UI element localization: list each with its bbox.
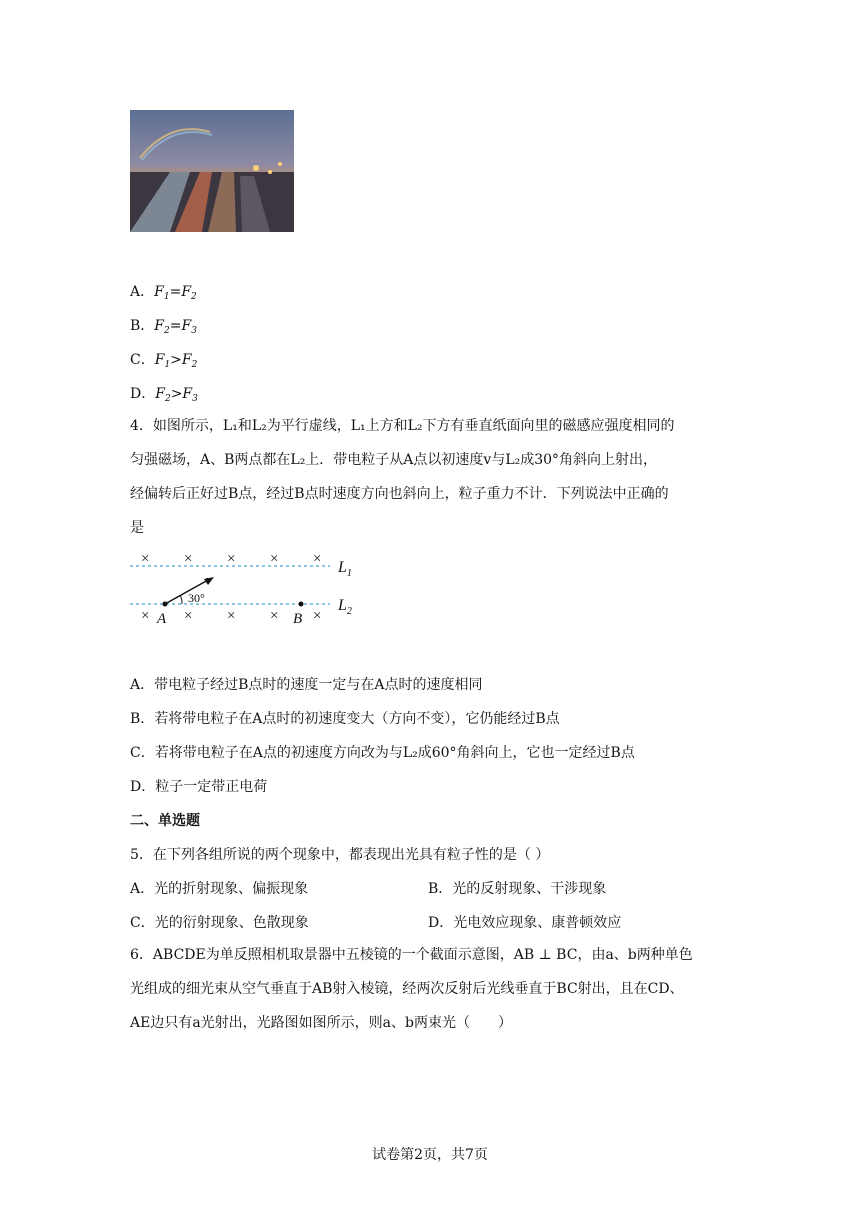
svg-text:×: × <box>141 551 150 567</box>
svg-text:×: × <box>313 551 322 567</box>
q6-stem-line: 光组成的细光束从空气垂直于AB射入棱镜，经两次反射后光线垂直于BC射出，且在CD、 <box>130 981 684 997</box>
point-b <box>299 602 304 607</box>
q5-option-b: B．光的反射现象、干涉现象 <box>428 881 607 897</box>
q5-option-d: D．光电效应现象、康普顿效应 <box>428 915 622 931</box>
q5-option-a: A．光的折射现象、偏振现象 <box>130 881 309 897</box>
svg-text:v: v <box>206 572 212 587</box>
svg-text:×: × <box>313 608 322 624</box>
svg-text:×: × <box>270 551 279 567</box>
q4-option-b: B．若将带电粒子在A点时的初速度变大（方向不变），它仍能经过B点 <box>130 711 560 727</box>
q3-option-c: C．$F_1>F_2$ <box>130 352 198 370</box>
q4-magnetic-field-figure <box>130 546 370 630</box>
svg-text:×: × <box>184 608 193 624</box>
svg-text:×: × <box>227 551 236 567</box>
svg-text:×: × <box>270 608 279 624</box>
svg-text:30°: 30° <box>188 591 205 605</box>
q4-stem <box>130 409 730 545</box>
section-heading: 二、单选题 <box>130 813 200 829</box>
q3-option-b: B．$F_2=F_3$ <box>130 318 197 336</box>
q6-stem-line: 6．ABCDE为单反照相机取景器中五棱镜的一个截面示意图，AB ⊥ BC，由a、b两种单色 <box>130 947 693 963</box>
q4-stem-line: 匀强磁场，A、B两点都在L₂上．带电粒子从A点以初速度v与L₂成30°角斜向上射出， <box>130 452 658 468</box>
q6-stem-line: AE边只有a光射出，光路图如图所示，则a、b两束光（ ） <box>130 1015 512 1031</box>
svg-text:L1: $L_1$ <box>338 559 352 579</box>
svg-text:×: × <box>227 608 236 624</box>
point-a <box>163 602 168 607</box>
q4-stem-line: 是 <box>130 520 144 536</box>
q3-option-a: A．$F_1=F_2$ <box>130 284 197 302</box>
svg-text:L2: $L_2$ <box>338 597 352 617</box>
q5-stem: 5．在下列各组所说的两个现象中，都表现出光具有粒子性的是（ ） <box>130 847 550 863</box>
field-markers-top <box>141 551 321 567</box>
q3-option-d: D．$F_2>F_3$ <box>130 386 198 404</box>
q4-options <box>130 668 730 804</box>
svg-text:×: × <box>141 608 150 624</box>
q4-option-d: D．粒子一定带正电荷 <box>130 779 268 795</box>
q4-stem-line: 经偏转后正好过B点，经过B点时速度方向也斜向上，粒子重力不计．下列说法中正确的 <box>130 486 669 502</box>
page-footer: 试卷第2页，共7页 <box>372 1147 488 1163</box>
q4-stem-line: 4．如图所示，L₁和L₂为平行虚线，L₁上方和L₂下方有垂直纸面向里的磁感应强度相同的 <box>130 418 675 434</box>
q5-option-c: C．光的衍射现象、色散现象 <box>130 915 309 931</box>
q4-option-a: A．带电粒子经过B点时的速度一定与在A点时的速度相同 <box>130 677 483 693</box>
svg-text:A: A <box>157 611 167 627</box>
q4-option-c: C．若将带电粒子在A点的初速度方向改为与L₂成60°角斜向上，它也一定经过B点 <box>130 745 635 761</box>
railway-photo <box>130 110 294 232</box>
q6-stem <box>130 938 730 1040</box>
svg-text:×: × <box>184 551 193 567</box>
svg-text:B: B <box>293 611 303 627</box>
